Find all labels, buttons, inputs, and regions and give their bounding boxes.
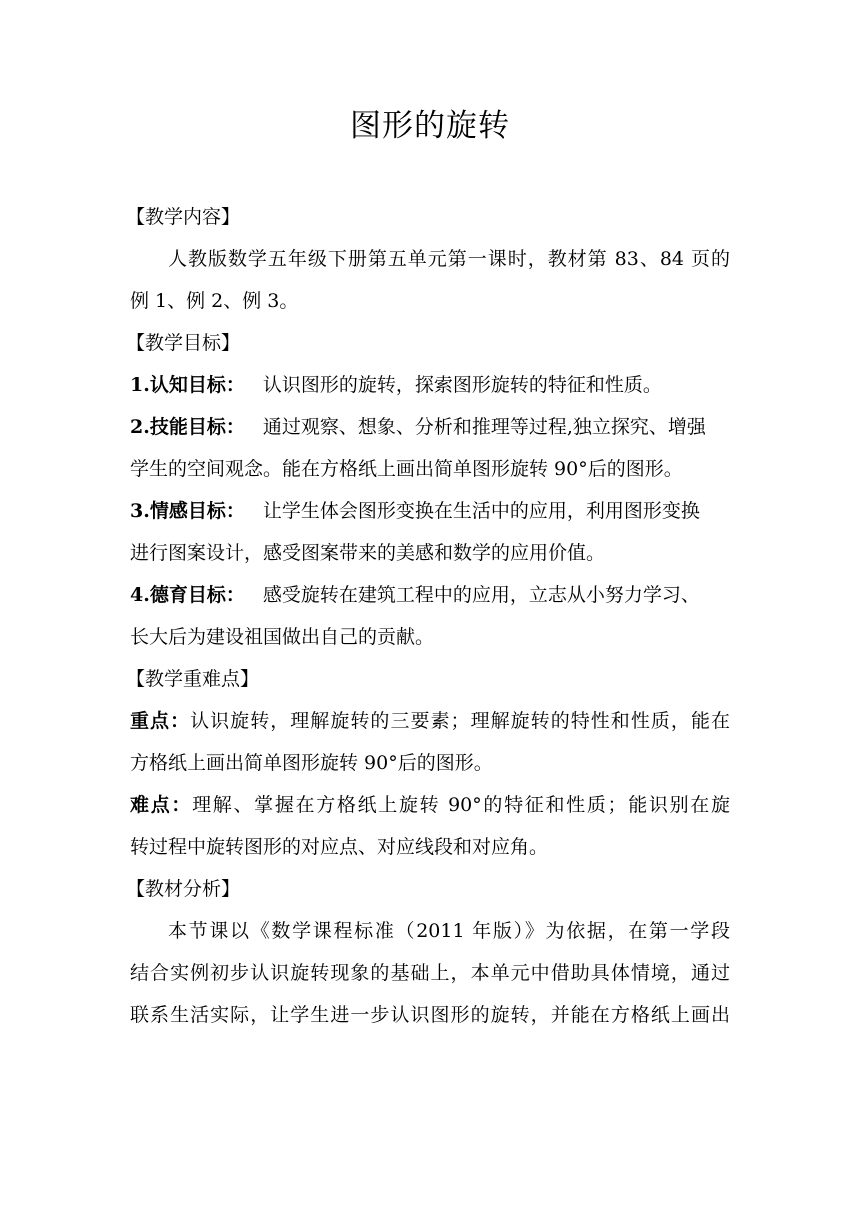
objective-emotion (130, 490, 730, 532)
paragraph-line: 进行图案设计，感受图案带来的美感和数学的应用价值。 (130, 542, 606, 564)
objective-text: 让学生体会图形变换在生活中的应用，利用图形变换 (262, 500, 700, 522)
objective-cognitive (130, 364, 730, 406)
document-body (126, 196, 730, 1036)
paragraph-line: 本节课以《数学课程标准（2011 年版）》为依据，在第一学段 (168, 920, 730, 942)
paragraph-line: 学生的空间观念。能在方格纸上画出简单图形旋转 90°后的图形。 (130, 458, 683, 480)
document-title: 图形的旋转 (350, 108, 510, 144)
objective-label: 3.情感目标： (130, 500, 245, 522)
key-point-label: 重点： (130, 710, 191, 732)
section-heading-content: 【教学内容】 (126, 206, 241, 228)
paragraph-line: 人教版数学五年级下册第五单元第一课时，教材第 83、84 页的 (168, 248, 730, 270)
section-heading-analysis: 【教材分析】 (126, 878, 241, 900)
difficult-point-label: 难点： (130, 794, 193, 816)
paragraph-line: 转过程中旋转图形的对应点、对应线段和对应角。 (130, 836, 549, 858)
objective-skill (130, 406, 730, 448)
objective-text: 感受旋转在建筑工程中的应用，立志从小努力学习、 (262, 584, 700, 606)
objective-moral (130, 574, 730, 616)
objective-label: 4.德育目标： (130, 584, 245, 606)
objective-label: 2.技能目标： (130, 416, 245, 438)
objective-text: 通过观察、想象、分析和推理等过程,独立探究、增强 (262, 416, 706, 438)
key-point (130, 700, 730, 742)
paragraph-line: 例 1、例 2、例 3。 (130, 290, 299, 312)
objective-text: 认识图形的旋转，探索图形旋转的特征和性质。 (262, 374, 662, 396)
paragraph-line: 长大后为建设祖国做出自己的贡献。 (130, 626, 435, 648)
difficult-point-text: 理解、掌握在方格纸上旋转 90°的特征和性质；能识别在旋 (192, 794, 730, 816)
paragraph-line: 结合实例初步认识旋转现象的基础上，本单元中借助具体情境，通过 (130, 962, 730, 984)
objective-label: 1.认知目标： (130, 374, 245, 396)
difficult-point (130, 784, 730, 826)
paragraph-line: 联系生活实际，让学生进一步认识图形的旋转，并能在方格纸上画出 (130, 1004, 730, 1026)
paragraph-line: 方格纸上画出简单图形旋转 90°后的图形。 (130, 752, 493, 774)
key-point-text: 认识旋转，理解旋转的三要素；理解旋转的特性和性质，能在 (190, 710, 730, 732)
section-heading-objectives: 【教学目标】 (126, 332, 241, 354)
section-heading-key-points: 【教学重难点】 (126, 668, 260, 690)
